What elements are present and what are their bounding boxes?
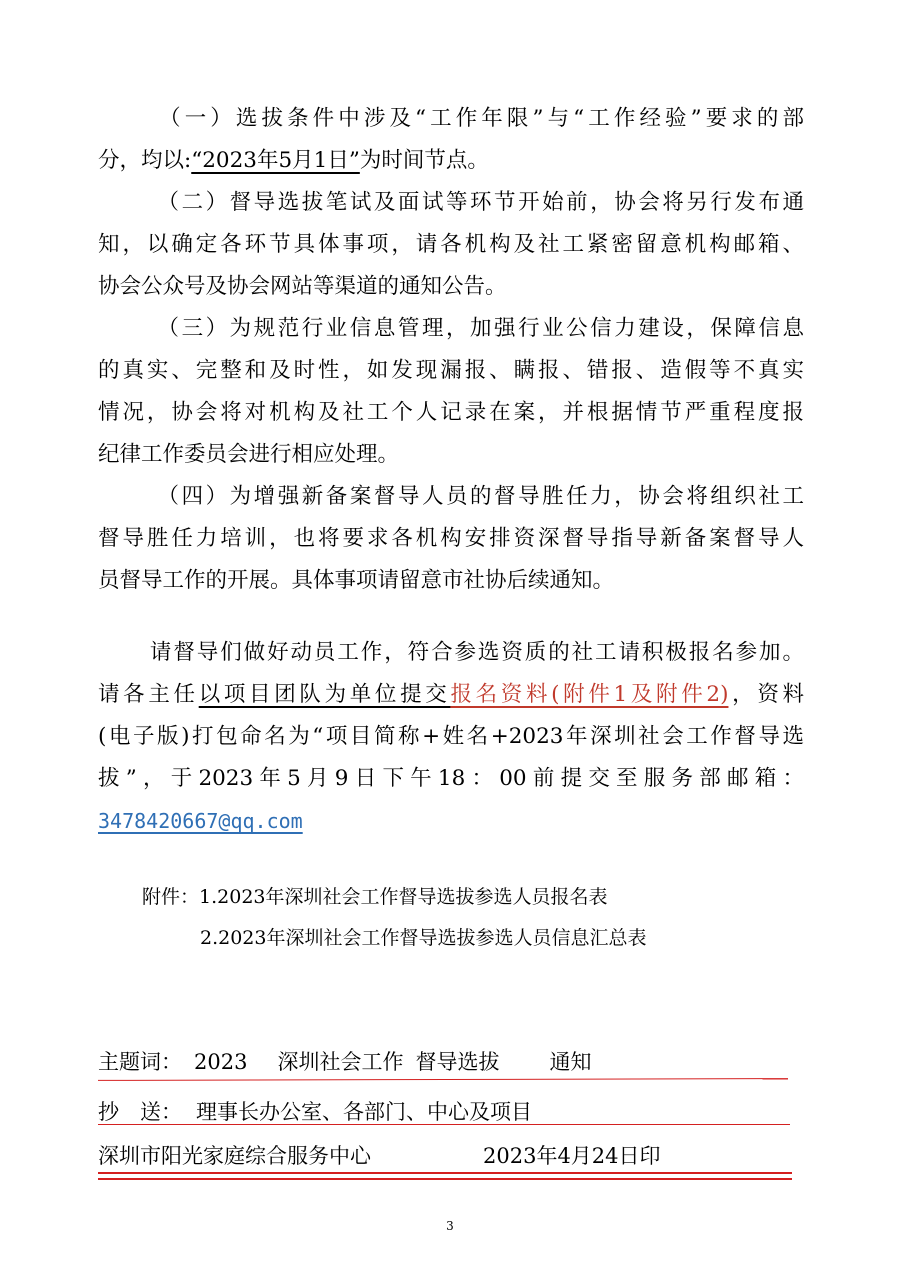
subject-keywords-row <box>98 1047 591 1077</box>
attachment-2 <box>200 926 646 950</box>
issuer-name: 深圳市阳光家庭综合服务中心 <box>98 1144 371 1168</box>
paragraph-2 <box>98 182 804 308</box>
paragraph-1-line-2-suffix: 为时间节点。 <box>359 148 489 173</box>
paragraph-2-line-2: 知，以确定各环节具体事项，请各机构及社工紧密留意机构邮箱、 <box>98 232 804 257</box>
attachment-label: 附件： <box>142 886 200 908</box>
cc-row <box>98 1097 532 1127</box>
paragraph-2-line-1: （二）督导选拔笔试及面试等环节开始前，协会将另行发布通 <box>155 190 804 215</box>
subject-keyword-4: 通知 <box>549 1050 592 1074</box>
paragraph-1-line-2-prefix: 分，均以: <box>98 148 192 173</box>
submit-by-team: 以项目团队为单位提交 <box>198 682 451 707</box>
divider-line <box>98 1124 790 1125</box>
print-date: 2023年4月24日印 <box>483 1144 661 1168</box>
key-date: “2023年5月1日” <box>191 148 360 173</box>
attachment-1 <box>142 885 608 909</box>
paragraph-5 <box>98 632 804 843</box>
double-divider-bottom <box>98 1178 792 1180</box>
subject-keyword-3: 督导选拔 <box>415 1050 500 1074</box>
double-divider-top <box>98 1172 792 1174</box>
email-link[interactable]: 3478420667@qq.com <box>98 809 303 833</box>
paragraph-5-line-1: 请督导们做好动员工作，符合参选资质的社工请积极报名参加。 <box>148 640 804 665</box>
page-number: 3 <box>446 1219 454 1233</box>
attachment-item-2: 2.2023年深圳社会工作督导选拔参选人员信息汇总表 <box>200 927 647 949</box>
paragraph-4-line-2: 督导胜任力培训，也将要求各机构安排资深督导指导新备案督导人 <box>98 526 804 551</box>
cc-value: 理事长办公室、各部门、中心及项目 <box>196 1100 532 1124</box>
paragraph-3-line-3: 情况，协会将对机构及社工个人记录在案，并根据情节严重程度报 <box>98 400 804 425</box>
attachment-item-1: 1.2023年深圳社会工作督导选拔参选人员报名表 <box>199 886 608 908</box>
paragraph-5-line-2-suffix: ，资料 <box>728 682 804 707</box>
paragraph-4-line-1: （四）为增强新备案督导人员的督导胜任力，协会将组织社工 <box>155 484 804 509</box>
registration-materials-link[interactable]: 报名资料(附件1及附件2) <box>450 682 729 707</box>
cc-label: 抄 送： <box>98 1100 182 1124</box>
subject-keyword-2: 深圳社会工作 <box>277 1050 404 1074</box>
paragraph-5-line-2-prefix: 请各主任 <box>98 682 199 707</box>
paragraph-1-line-1: （一）选拔条件中涉及“工作年限”与“工作经验”要求的部 <box>155 106 804 131</box>
subject-label: 主题词： <box>98 1050 182 1074</box>
paragraph-4 <box>98 476 804 602</box>
paragraph-5-line-4: 拔”，于2023年5月9日下午18：00前提交至服务部邮箱： <box>98 766 804 791</box>
divider-line <box>98 1078 788 1081</box>
paragraph-4-line-3: 员督导工作的开展。具体事项请留意市社协后续通知。 <box>98 568 615 593</box>
paragraph-3-line-2: 的真实、完整和及时性，如发现漏报、瞒报、错报、造假等不真实 <box>98 358 804 383</box>
subject-keyword-1: 2023 <box>194 1050 248 1074</box>
issuer-row <box>98 1141 661 1171</box>
paragraph-3 <box>98 308 804 476</box>
paragraph-2-line-3: 协会公众号及协会网站等渠道的通知公告。 <box>98 274 507 299</box>
paragraph-3-line-4: 纪律工作委员会进行相应处理。 <box>98 442 400 467</box>
paragraph-3-line-1: （三）为规范行业信息管理，加强行业公信力建设，保障信息 <box>155 316 804 341</box>
paragraph-1 <box>98 98 804 182</box>
paragraph-5-line-3: (电子版)打包命名为“项目简称+姓名+2023年深圳社会工作督导选 <box>98 724 804 749</box>
